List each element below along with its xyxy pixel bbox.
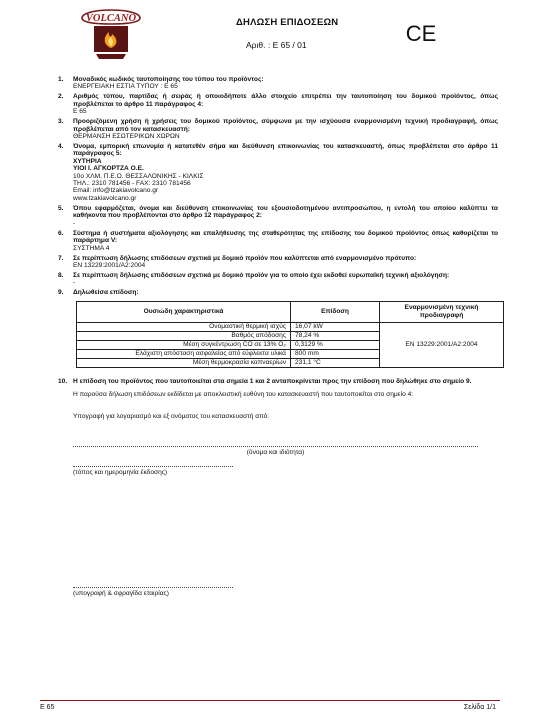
declaration-text: Η παρούσα δήλωση επιδόσεων εκδίδεται με αποκλειστική ευθύνη του κατασκευαστή που ταυτοποιείται στο σημείο 4: (73, 391, 414, 399)
item-1 (58, 76, 498, 91)
item-4 (58, 143, 498, 202)
page-footer (40, 700, 500, 711)
item-number: 5. (58, 204, 64, 212)
item-question: Προοριζόμενη χρήση ή χρήσεις του δομικού προϊόντος, σύμφωνα με την ισχύουσα εναρμονισμένη τεχνική προδιαγραφή, όπως προβλέπεται από τον κατασκευαστή: (73, 118, 498, 133)
item-question: Όνομα, εμπορική επωνυμία ή κατατεθέν σήμα και διεύθυνση επικοινωνίας του κατασκευαστή, όπως προβλέπεται στο άρθρο 11 παράγραφος 5: (73, 143, 498, 158)
item-number: 8. (58, 271, 64, 279)
item-number: 7. (58, 254, 64, 262)
item-answer: ΣΥΣΤΗΜΑ 4 (73, 244, 110, 252)
declaration-items (58, 76, 498, 600)
item-question: Αριθμός τύπου, παρτίδας ή σειράς ή οποιοδήποτε άλλο στοιχείο επιτρέπει την ταυτοποίηση του δομικού προϊόντος, όπως προβλέπεται το άρθρο 11 παράγραφος 4: (73, 93, 498, 108)
table-cell-characteristic: Μέση συγκέντρωση CO σε 13% O₂ (77, 340, 291, 349)
logo-text: VOLCANO (85, 13, 137, 24)
item-10 (58, 378, 498, 597)
table-cell-characteristic: Μέση θερμοκρασία καπναερίων (77, 358, 291, 367)
footer-page-number: Σελίδα 1/1 (463, 704, 496, 711)
item-answer: ΕΝΕΡΓΕΙΑΚΗ ΕΣΤΙΑ ΤΥΠΟΥ : Ε 65 (73, 83, 178, 91)
signature-stamp-line (73, 577, 233, 588)
item-number: 10. (58, 377, 68, 385)
item-5 (58, 205, 498, 227)
document-title: ΔΗΛΩΣΗ ΕΠΙΔΟΣΕΩΝ (236, 17, 339, 28)
caption-name: (όνομα και ιδιότητα) (246, 448, 305, 456)
table-header: Ουσιώδη χαρακτηριστικά (77, 301, 291, 322)
item-number: 1. (58, 76, 64, 83)
manufacturer-company: ΥΙΟΙ Ι. ΑΓΚΟΡΤΖΑ Ο.Ε. (73, 165, 144, 173)
manufacturer-name: ΧΥΤΗΡΙΑ (73, 157, 102, 165)
item-question: Σε περίπτωση δήλωσης επιδόσεων σχετικά με δομικό προϊόν για το οποίο έχει εκδοθεί ευρωπαϊκή τεχνική αξιολόγηση: (73, 271, 450, 279)
signature-name-line (73, 436, 478, 447)
item-3 (58, 118, 498, 140)
table-cell-standard: EN 13229:2001/A2:2004 (380, 322, 504, 367)
item-number: 2. (58, 93, 64, 101)
table-cell-value: 16,07 kW (291, 322, 380, 331)
item-2 (58, 93, 498, 115)
manufacturer-website: www.tzakiavolcano.gr (73, 194, 137, 202)
table-cell-characteristic: Βαθμός απόδοσης (77, 331, 291, 340)
item-answer: - (73, 219, 76, 227)
item-answer: EN 13229:2001/A2:2004 (73, 261, 146, 269)
item-6 (58, 230, 498, 252)
item-question: Σύστημα ή συστήματα αξιολόγησης και επαλήθευσης της σταθερότητας της επίδοσης του δομικού προϊόντος όπως καθορίζεται το παράρτημα V: (73, 229, 498, 245)
ce-mark-text: CE (405, 22, 437, 44)
ce-mark (404, 22, 438, 44)
signature-place-line (73, 456, 233, 467)
item-number: 3. (58, 118, 64, 126)
document-number: Αριθ. : Ε 65 / 01 (246, 40, 307, 50)
item-question: Η επίδοση του προϊόντος που ταυτοποιείται στα σημεία 1 και 2 ανταποκρίνεται προς την επίδοση που δηλώθηκε στο σημείο 9. (73, 377, 472, 385)
table-cell-value: 231,1 °C (291, 358, 380, 367)
table-header: Εναρμονισμένη τεχνική προδιαγραφή (380, 301, 504, 322)
item-number: 9. (58, 289, 64, 297)
footer-model: Ε 65 (40, 704, 55, 711)
table-cell-value: 0,3129 % (291, 340, 380, 349)
item-answer: ΘΕΡΜΑΝΣΗ ΕΣΩΤΕΡΙΚΩΝ ΧΩΡΩΝ (73, 133, 180, 141)
table-cell-value: 800 mm (291, 349, 380, 358)
item-question: Σε περίπτωση δήλωσης επιδόσεων σχετικά με δομικό προϊόν που καλύπτεται από εναρμονισμένο πρότυπο: (73, 254, 417, 262)
caption-place: (τόπος και ημερομηνία έκδοσης) (73, 469, 168, 477)
item-question: Όπου εφαρμόζεται, όνομα και διεύθυνση επικοινωνίας του εξουσιοδοτημένου αντιπροσώπου, η εντολή του οποίου καλύπτει τα καθήκοντα που προβλέπονται στο άρθρο 12 παράγραφος 2: (73, 204, 498, 220)
item-7 (58, 255, 498, 270)
manufacturer-email: Email: info@tzakiavolcano.gr (73, 187, 159, 195)
manufacturer-phone: ΤΗΛ.: 2310 781456 - FAX: 2310 781456 (73, 180, 191, 188)
table-header-row (77, 301, 504, 322)
caption-sign: (υπογραφή & σφραγίδα εταιρίας) (73, 589, 169, 597)
volcano-logo (78, 6, 144, 62)
table-header: Επίδοση (291, 301, 380, 322)
item-question: Μοναδικός κωδικός ταυτοποίησης του τύπου του προϊόντος: (73, 76, 264, 83)
item-answer: Ε 65 (73, 108, 87, 116)
item-answer: - (73, 279, 76, 287)
table-row (77, 322, 504, 331)
table-cell-value: 78,24 % (291, 331, 380, 340)
item-9 (58, 289, 498, 367)
table-cell-characteristic: Ονομαστική θερμική ισχύς (77, 322, 291, 331)
performance-table (76, 301, 504, 368)
signature-intro: Υπογραφή για λογαριασμό και εξ ονόματος του κατασκευαστή από: (73, 412, 270, 420)
item-8 (58, 272, 498, 287)
item-number: 4. (58, 143, 64, 151)
item-number: 6. (58, 229, 64, 237)
manufacturer-address: 10ο ΧΛΜ. Π.Ε.Ο. ΘΕΣΣΑΛΟΝΙΚΗΣ - ΚΙΛΚΙΣ (73, 172, 204, 180)
table-cell-characteristic: Ελάχιστη απόσταση ασφαλείας από εύφλεκτα υλικά (77, 349, 291, 358)
item-question: Δηλωθείσα επίδοση: (73, 289, 139, 297)
